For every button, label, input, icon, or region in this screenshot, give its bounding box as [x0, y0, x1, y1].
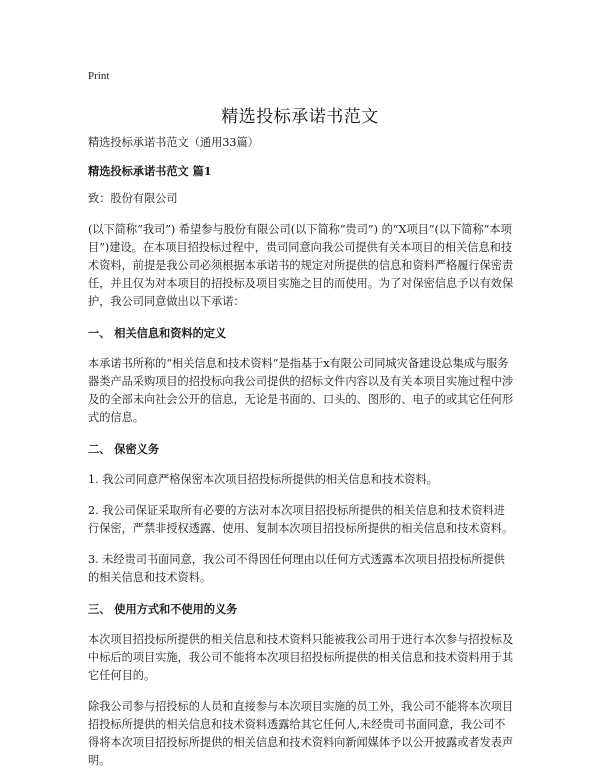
document-body: [88, 134, 514, 783]
paragraph-confidentiality-1: 1. 我公司同意严格保密本次项目招投标所提供的相关信息和技术资料。: [88, 473, 438, 486]
paragraph-usage-1: 本次项目招投标所提供的相关信息和技术资料只能被我公司用于进行本次参与招投标及中标后的项目实施，我公司不能将本次项目招投标所提供的相关信息和技术资料用于其它任何目的。: [88, 633, 514, 682]
section-heading-definition: 一、 相关信息和资料的定义: [88, 326, 227, 340]
paragraph-usage-2: 除我公司参与招投标的人员和直接参与本次项目实施的员工外，我公司不能将本次项目招投标所提供的相关信息和技术资料透露给其它任何人,未经贵司书面同意，我公司不得将本次项目招投标所提供的相关信息和技术资料向新闻媒体予以公开披露或者发表声明。: [88, 700, 514, 767]
section-heading-usage: 三、 使用方式和不使用的义务: [88, 602, 238, 616]
paragraph-confidentiality-3: 3. 未经贵司书面同意，我公司不得因任何理由以任何方式透露本次项目招投标所提供的相关信息和技术资料。: [88, 553, 505, 584]
paragraph-confidentiality-2: 2. 我公司保证采取所有必要的方法对本次项目招投标所提供的相关信息和技术资料进行保密，严禁非授权透露、使用、复制本次项目招投标所提供的相关信息和技术资料。: [88, 504, 514, 535]
document-subtitle: 精选投标承诺书范文（通用33篇）: [88, 136, 259, 149]
print-label: Print: [88, 70, 110, 82]
article-heading: 精选投标承诺书范文 篇1: [88, 164, 212, 178]
section-heading-confidentiality: 二、 保密义务: [88, 442, 160, 456]
paragraph-definition: 本承诺书所称的“相关信息和技术资料”是指基于x有限公司同城灾备建设总集成与服务器类产品采购项目的招投标向我公司提供的招标文件内容以及有关本项目实施过程中涉及的全部未向社会公开的信息，无论是书面的、口头的、图形的、电子的或其它任何形式的信息。: [88, 357, 514, 424]
salutation: 致：股份有限公司: [88, 192, 178, 205]
page-title: 精选投标承诺书范文: [221, 107, 379, 127]
intro-paragraph: (以下简称“我司”) 希望参与股份有限公司(以下简称“贵司”) 的“X项目”(以下简称“本项目”)建设。在本项目招投标过程中，贵司同意向我公司提供有关本项目的相关信息和技术资料，前提是我公司必须根据本承诺书的规定对所提供的信息和资料严格履行保密责任，并且仅为对本项目的招投标及项目实施之目的而使用。为了对保密信息予以有效保护，我公司同意做出以下承诺：: [88, 223, 514, 308]
